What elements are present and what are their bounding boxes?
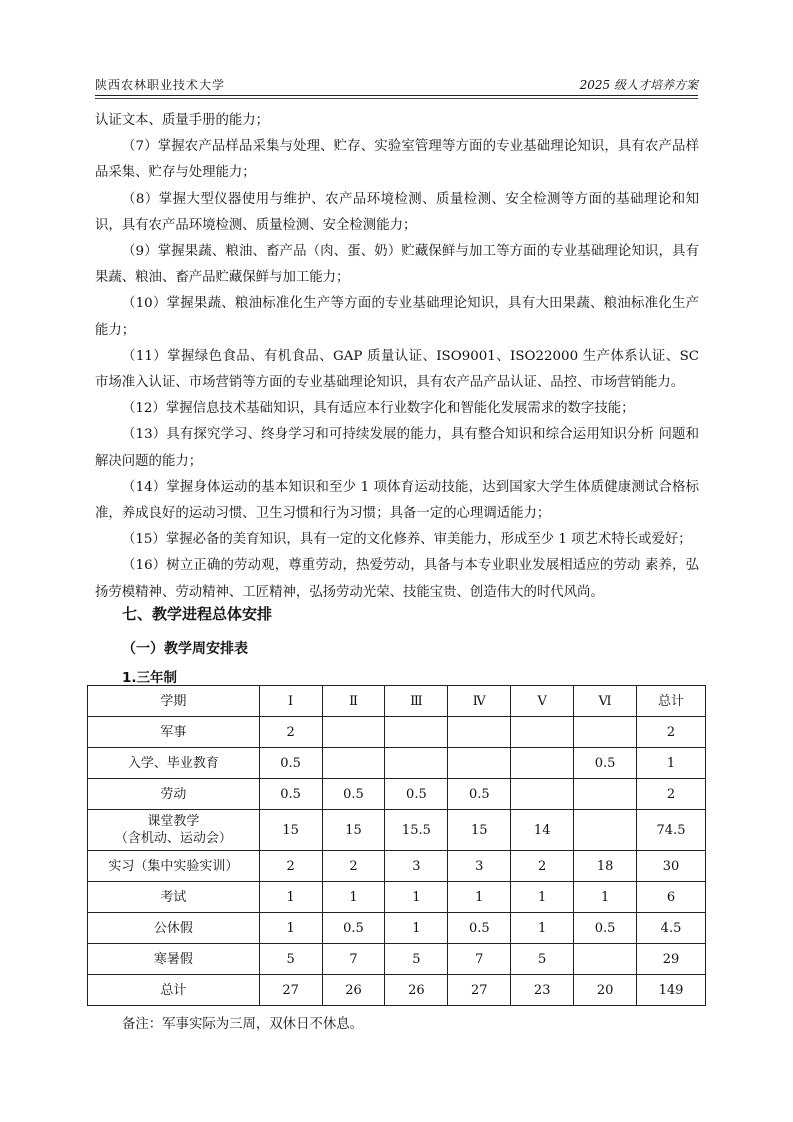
paragraph: 认证文本、质量手册的能力； <box>95 113 270 128</box>
table-header-cell: 学期 <box>88 686 260 717</box>
page-header <box>95 76 698 96</box>
table-cell: 1 <box>574 882 637 913</box>
header-divider <box>95 95 698 96</box>
table-note: 备注：军事实际为三周，双休日不休息。 <box>122 1017 364 1032</box>
table-header-cell: Ⅲ <box>385 686 448 717</box>
table-cell <box>574 810 637 851</box>
table-row <box>88 975 706 1006</box>
table-cell: 0.5 <box>574 913 637 944</box>
paragraph: （7）掌握农产品样品采集与处理、贮存、实验室管理等方面的专业基础理论知识，具有农产品样品采集、贮存与处理能力； <box>95 139 699 181</box>
table-cell <box>511 748 574 779</box>
table-cell: 15 <box>322 810 385 851</box>
table-cell: 0.5 <box>322 913 385 944</box>
table-cell: 5 <box>511 944 574 975</box>
row-label: 寒暑假 <box>153 951 193 967</box>
row-label-cell <box>88 975 260 1006</box>
table-header-cell: Ⅳ <box>448 686 511 717</box>
table-header-cell: Ⅵ <box>574 686 637 717</box>
row-label-cell <box>88 851 260 882</box>
table-cell: 7 <box>448 944 511 975</box>
table-cell: 1 <box>385 882 448 913</box>
teaching-week-table <box>87 685 706 1006</box>
table-cell: 74.5 <box>637 810 706 851</box>
table-cell: 27 <box>448 975 511 1006</box>
table-header-row <box>88 686 706 717</box>
header-divider-thin <box>95 98 698 99</box>
table-cell: 3 <box>385 851 448 882</box>
row-label-cell <box>88 810 260 851</box>
table-cell: 1 <box>511 882 574 913</box>
table-cell: 1 <box>259 913 322 944</box>
table-cell: 26 <box>385 975 448 1006</box>
table-cell: 0.5 <box>259 779 322 810</box>
row-label-secondary: （含机动、运动会） <box>114 831 232 846</box>
body-text <box>95 108 699 606</box>
table-cell: 15 <box>448 810 511 851</box>
row-label: 公休假 <box>153 920 193 936</box>
table-cell: 20 <box>574 975 637 1006</box>
table-cell: 0.5 <box>448 913 511 944</box>
table-header-cell: Ⅱ <box>322 686 385 717</box>
table-row <box>88 779 706 810</box>
table-cell: 0.5 <box>385 779 448 810</box>
table-cell <box>385 717 448 748</box>
table-cell <box>574 944 637 975</box>
row-label-cell <box>88 779 260 810</box>
table-cell <box>574 779 637 810</box>
paragraph: （14）掌握身体运动的基本知识和至少 1 项体育运动技能，达到国家大学生体质健康测试合格标准，养成良好的运动习惯、卫生习惯和行为习惯；具备一定的心理调适能力； <box>95 479 699 522</box>
paragraph: （10）掌握果蔬、粮油标准化生产等方面的专业基础理论知识，具有大田果蔬、粮油标准化生产能力； <box>95 296 699 338</box>
table-cell: 1 <box>448 882 511 913</box>
table-cell: 30 <box>637 851 706 882</box>
table-cell: 6 <box>637 882 706 913</box>
sub-heading: （一）教学周安排表 <box>122 641 248 657</box>
table-row <box>88 748 706 779</box>
row-label-cell <box>88 882 260 913</box>
table-cell: 2 <box>637 779 706 810</box>
table-cell: 27 <box>259 975 322 1006</box>
table-cell: 0.5 <box>259 748 322 779</box>
table-cell: 1 <box>385 913 448 944</box>
section-heading: 七、教学进程总体安排 <box>122 605 273 623</box>
table-cell: 15 <box>259 810 322 851</box>
row-label: 总计 <box>160 982 187 998</box>
row-label-cell <box>88 944 260 975</box>
table-cell: 0.5 <box>322 779 385 810</box>
table-cell: 18 <box>574 851 637 882</box>
table-cell: 7 <box>322 944 385 975</box>
document-title: 2025 级人才培养方案 <box>579 78 698 92</box>
table-cell: 29 <box>637 944 706 975</box>
table-cell: 0.5 <box>574 748 637 779</box>
table-row <box>88 882 706 913</box>
table-header-cell: Ⅴ <box>511 686 574 717</box>
table-cell <box>448 717 511 748</box>
table-cell: 2 <box>322 851 385 882</box>
paragraph: （16）树立正确的劳动观，尊重劳动，热爱劳动，具备与本专业职业发展相适应的劳动 素养，弘扬劳模精神、劳动精神、工匠精神，弘扬劳动光荣、技能宝贵、创造伟大的时代风尚。 <box>95 558 699 600</box>
school-name: 陕西农林职业技术大学 <box>95 78 226 92</box>
table-row <box>88 913 706 944</box>
table-cell <box>511 717 574 748</box>
table-cell: 2 <box>259 851 322 882</box>
row-label: 实习（集中实验实训） <box>108 858 239 874</box>
paragraph: （8）掌握大型仪器使用与维护、农产品环境检测、质量检测、安全检测等方面的基础理论和知识，具有农产品环境检测、质量检测、安全检测能力； <box>95 191 699 233</box>
table-row <box>88 717 706 748</box>
table-header-cell: 总计 <box>637 686 706 717</box>
table-cell <box>448 748 511 779</box>
row-label: 劳动 <box>160 786 187 802</box>
row-label-cell <box>88 717 260 748</box>
paragraph: （15）掌握必备的美育知识，具有一定的文化修养、审美能力，形成至少 1 项艺术特长或爱好； <box>122 532 692 548</box>
paragraph: （9）掌握果蔬、粮油、畜产品（肉、蛋、奶）贮藏保鲜与加工等方面的专业基础理论知识，具有果蔬、粮油、畜产品贮藏保鲜与加工能力； <box>95 244 699 286</box>
table-cell: 5 <box>259 944 322 975</box>
table-cell <box>574 717 637 748</box>
table-row <box>88 810 706 851</box>
table-title: 1.三年制 <box>122 670 178 686</box>
table-row <box>88 944 706 975</box>
table-cell: 26 <box>322 975 385 1006</box>
table-cell: 2 <box>511 851 574 882</box>
row-label-cell <box>88 748 260 779</box>
table-cell: 0.5 <box>448 779 511 810</box>
row-label: 军事 <box>160 724 187 740</box>
table-cell <box>322 748 385 779</box>
table-cell: 1 <box>511 913 574 944</box>
table-cell: 149 <box>637 975 706 1006</box>
table-cell <box>322 717 385 748</box>
paragraph: （12）掌握信息技术基础知识，具有适应本行业数字化和智能化发展需求的数字技能； <box>122 401 635 417</box>
paragraph: （13）具有探究学习、终身学习和可持续发展的能力，具有整合知识和综合运用知识分析 问题和解决问题的能力； <box>95 427 699 469</box>
paragraph: （11）掌握绿色食品、有机食品、GAP 质量认证、ISO9001、ISO22000 生产体系认证、SC 市场准入认证、市场营销等方面的专业基础理论知识，具有农产品产品认证、品控、市场营销能力。 <box>95 348 699 391</box>
table-row <box>88 851 706 882</box>
table-cell: 23 <box>511 975 574 1006</box>
row-label: 考试 <box>160 889 187 905</box>
table-cell: 3 <box>448 851 511 882</box>
row-label: 课堂教学 <box>147 814 200 829</box>
row-label: 入学、毕业教育 <box>127 755 219 771</box>
table-cell: 2 <box>259 717 322 748</box>
table-cell: 14 <box>511 810 574 851</box>
table-cell: 1 <box>259 882 322 913</box>
table-cell: 1 <box>637 748 706 779</box>
table-header-cell: Ⅰ <box>259 686 322 717</box>
table-cell: 1 <box>322 882 385 913</box>
table-cell <box>385 748 448 779</box>
table-cell: 4.5 <box>637 913 706 944</box>
table-cell <box>511 779 574 810</box>
table-cell: 5 <box>385 944 448 975</box>
table-cell: 15.5 <box>385 810 448 851</box>
table-cell: 2 <box>637 717 706 748</box>
row-label-cell <box>88 913 260 944</box>
